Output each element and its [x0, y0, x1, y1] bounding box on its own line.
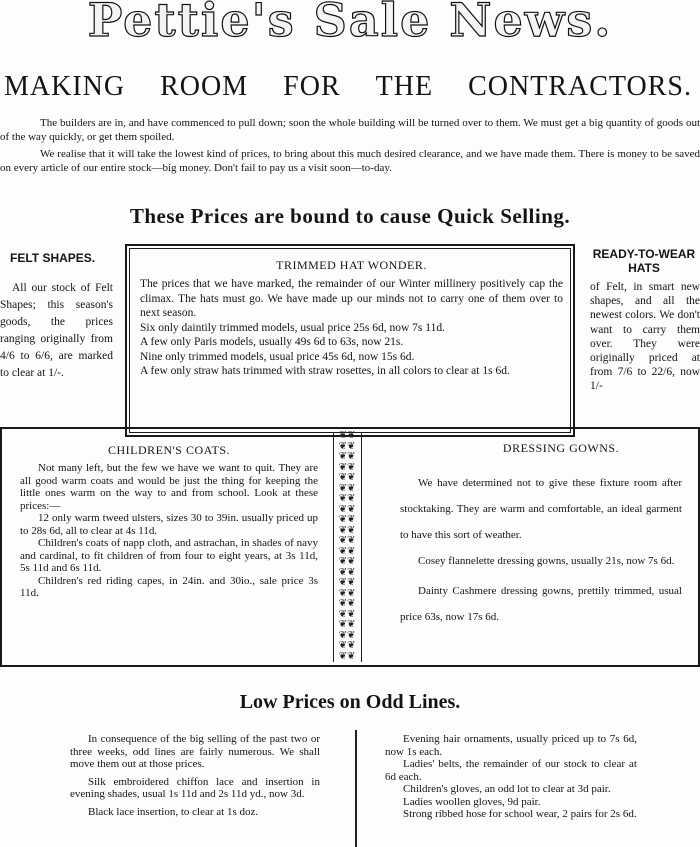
odd-line-item: In consequence of the big selling of the past two or three weeks, odd lines are fairly numerous. We shall move them out at those prices. [70, 733, 320, 770]
ornament-glyph: ❦❦ [338, 482, 356, 494]
ornament-glyph: ❦❦ [338, 619, 356, 630]
ornament-glyph: ❦❦ [338, 472, 356, 483]
ornament-glyph: ❦❦ [338, 451, 356, 462]
odd-line-item: Black lace insertion, to clear at 1s doz. [88, 805, 259, 818]
odd-line-item: Evening hair ornaments, usually priced up to 7s 6d, now 1s each. [385, 733, 637, 758]
ornament-divider [332, 431, 362, 663]
coats-paragraph: Children's red riding capes, in 24in. and 30io., sale price 3s 11d. [20, 574, 318, 599]
gowns-paragraph: We have determined not to give these fixture room after stocktaking. They are warm and comfortable, an ideal garment to have this sort of weather. [400, 477, 682, 541]
headline-word: MAKING [4, 71, 126, 102]
ornament-glyph: ❦❦ [338, 493, 356, 504]
coats-paragraph: 12 only warm tweed ulsters, sizes 30 to 39in. usually priced up to 28s 6d, all to clear at 4s 11d. [20, 512, 318, 537]
felt-shapes-title: FELT SHAPES. [10, 251, 96, 265]
childrens-coats-title: CHILDREN'S COATS. [107, 443, 230, 457]
trimmed-hat-line: A few only Paris models, usually 49s 6d to 63s, now 21s. [140, 336, 404, 348]
odd-line-item: Ladies' belts, the remainder of our stock to clear at 6d each. [385, 758, 637, 783]
ornament-glyph: ❦❦ [338, 461, 356, 473]
trimmed-hat-line: The prices that we have marked, the remainder of our Winter millinery positively cap the climax. The hats must go. We have made up our minds not to carry one of them over to next season. [140, 278, 563, 319]
headline [0, 70, 700, 104]
ornament-glyph: ❦❦ [338, 598, 356, 609]
trimmed-hat-box [125, 244, 575, 437]
ornament-glyph: ❦❦ [338, 514, 356, 525]
intro-paragraph-2: We realise that it will take the lowest kind of prices, to bring about this much desired clearance, and we have made them. There is money to be saved on every article of our entire stock—big money. Don't fail to pay us a visit soon—to-day. [0, 148, 700, 174]
dressing-gowns-section [400, 440, 682, 630]
odd-line-item: Ladies woollen gloves, 9d pair. [403, 795, 541, 808]
headline-word: ROOM [160, 71, 249, 102]
trimmed-hat-line: A few only straw hats trimmed with straw rosettes, in all colors to clear at 1s 6d. [140, 365, 510, 377]
odd-lines-rule [355, 730, 357, 847]
headline-word: FOR [283, 71, 341, 102]
odd-lines-right [385, 733, 637, 821]
intro-paragraph-1: The builders are in, and have commenced to pull down; soon the whole building will be turned over to them. We must get a big quantity of goods out of the way quickly, or get them spoiled. [0, 117, 700, 143]
odd-line-item: Strong ribbed hose for school wear, 2 pairs for 2s 6d. [403, 808, 637, 820]
ornament-glyph: ❦❦ [338, 577, 356, 588]
ornament-glyph: ❦❦ [338, 440, 356, 452]
ornament-glyph: ❦❦ [338, 650, 356, 662]
ready-to-wear-title: READY-TO-WEAR HATS [592, 247, 696, 275]
headline-word: CONTRACTORS. [468, 71, 692, 102]
trimmed-hat-line: Six only daintily trimmed models, usual price 25s 6d, now 7s 11d. [140, 321, 445, 334]
ornament-glyph: ❦❦ [338, 629, 356, 641]
ornament-glyph: ❦❦ [338, 608, 356, 620]
ornament-glyph: ❦❦ [338, 430, 356, 441]
ornament-glyph: ❦❦ [338, 640, 356, 651]
ornament-glyph: ❦❦ [338, 556, 356, 567]
ready-to-wear-body: of Felt, in smart new shapes, and all the newest colors. We don't want to carry them over. They were originally priced at from 7/6 to 22/6, now 1/- [590, 281, 700, 393]
dressing-gowns-title: DRESSING GOWNS. [502, 441, 620, 455]
coats-paragraph: Children's coats of napp cloth, and astrachan, in shades of navy and cardinal, to fit children of from four to eight years, at 3s 11d, 5s 11d and 6s 11d. [20, 537, 318, 574]
ornament-glyph: ❦❦ [338, 535, 356, 546]
ornament-glyph: ❦❦ [338, 587, 356, 599]
felt-shapes-body: All our stock of Felt Shapes; this season's goods, the prices ranging originally from 4/6 to 6/6, are marked to clear at 1/-. [0, 282, 113, 379]
ornament-glyph: ❦❦ [338, 566, 356, 578]
trimmed-hat-title: TRIMMED HAT WONDER. [276, 258, 427, 272]
ornament-glyph: ❦❦ [338, 524, 356, 536]
odd-line-item: Silk embroidered chiffon lace and insertion in evening shades, usual 1s 11d and 2s 11d yd., now 3d. [70, 775, 320, 800]
ornament-glyph: ❦❦ [338, 545, 356, 557]
odd-lines-left [70, 733, 320, 818]
ornament-glyph: ❦❦ [338, 503, 356, 515]
odd-line-item: Children's gloves, an odd lot to clear at 3d pair. [403, 783, 611, 795]
low-prices-title: Low Prices on Odd Lines. [239, 691, 461, 713]
trimmed-hat-line: Nine only trimmed models, usual price 45s 6d, now 15s 6d. [140, 350, 415, 363]
coats-paragraph: Not many left, but the few we have we want to quit. They are all good warm coats and would be just the thing for keeping the little ones warm on the way to and from school. Look at these prices:— [20, 462, 318, 512]
prices-subheadline: These Prices are bound to cause Quick Selling. [129, 204, 571, 228]
headline-word: THE [375, 71, 434, 102]
childrens-coats-section [20, 442, 318, 600]
gowns-paragraph: Dainty Cashmere dressing gowns, prettily trimmed, usual price 63s, now 17s 6d. [400, 585, 682, 623]
masthead-title: Pettie's Sale News. [87, 0, 613, 47]
gowns-paragraph: Cosey flannelette dressing gowns, usually 21s, now 7s 6d. [418, 555, 675, 567]
